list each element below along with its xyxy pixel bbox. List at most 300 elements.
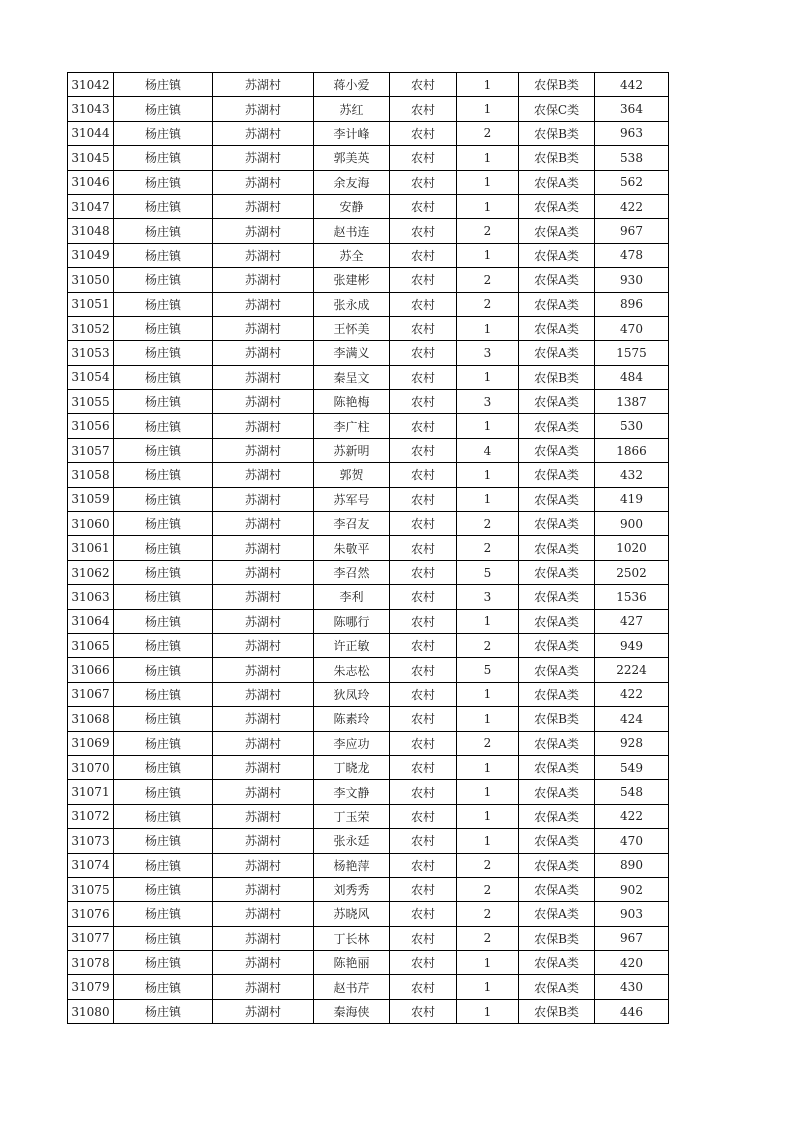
member-count-cell: 1 (457, 951, 519, 975)
village-cell: 苏湖村 (213, 390, 314, 414)
amount-cell: 2224 (595, 658, 669, 682)
town-cell: 杨庄镇 (114, 853, 213, 877)
record-id-cell: 31073 (68, 829, 114, 853)
insurance-class-cell: 农保A类 (519, 755, 595, 779)
village-cell: 苏湖村 (213, 731, 314, 755)
table-row (68, 341, 669, 365)
town-cell: 杨庄镇 (114, 780, 213, 804)
amount-cell: 548 (595, 780, 669, 804)
village-cell: 苏湖村 (213, 170, 314, 194)
town-cell: 杨庄镇 (114, 121, 213, 145)
record-id-cell: 31060 (68, 512, 114, 536)
record-id-cell: 31067 (68, 682, 114, 706)
household-type-cell: 农村 (390, 292, 457, 316)
town-cell: 杨庄镇 (114, 268, 213, 292)
member-count-cell: 2 (457, 268, 519, 292)
record-id-cell: 31078 (68, 951, 114, 975)
record-id-cell: 31049 (68, 243, 114, 267)
person-name-cell: 丁长林 (314, 926, 390, 950)
table-row (68, 755, 669, 779)
person-name-cell: 赵书连 (314, 219, 390, 243)
record-id-cell: 31076 (68, 902, 114, 926)
household-type-cell: 农村 (390, 731, 457, 755)
amount-cell: 890 (595, 853, 669, 877)
town-cell: 杨庄镇 (114, 560, 213, 584)
person-name-cell: 狄凤玲 (314, 682, 390, 706)
record-id-cell: 31062 (68, 560, 114, 584)
village-cell: 苏湖村 (213, 975, 314, 999)
town-cell: 杨庄镇 (114, 365, 213, 389)
amount-cell: 422 (595, 804, 669, 828)
record-id-cell: 31042 (68, 73, 114, 97)
village-cell: 苏湖村 (213, 194, 314, 218)
record-id-cell: 31056 (68, 414, 114, 438)
person-name-cell: 张永成 (314, 292, 390, 316)
household-type-cell: 农村 (390, 829, 457, 853)
town-cell: 杨庄镇 (114, 755, 213, 779)
record-id-cell: 31055 (68, 390, 114, 414)
village-cell: 苏湖村 (213, 585, 314, 609)
amount-cell: 967 (595, 926, 669, 950)
person-name-cell: 朱志松 (314, 658, 390, 682)
amount-cell: 1536 (595, 585, 669, 609)
insurance-class-cell: 农保B类 (519, 926, 595, 950)
person-name-cell: 刘秀秀 (314, 877, 390, 901)
village-cell: 苏湖村 (213, 633, 314, 657)
town-cell: 杨庄镇 (114, 804, 213, 828)
town-cell: 杨庄镇 (114, 902, 213, 926)
insurance-class-cell: 农保A类 (519, 682, 595, 706)
household-type-cell: 农村 (390, 243, 457, 267)
household-type-cell: 农村 (390, 390, 457, 414)
village-cell: 苏湖村 (213, 438, 314, 462)
record-id-cell: 31066 (68, 658, 114, 682)
town-cell: 杨庄镇 (114, 73, 213, 97)
insurance-class-cell: 农保A类 (519, 975, 595, 999)
town-cell: 杨庄镇 (114, 536, 213, 560)
insurance-class-cell: 农保A类 (519, 438, 595, 462)
amount-cell: 470 (595, 316, 669, 340)
person-name-cell: 杨艳萍 (314, 853, 390, 877)
amount-cell: 903 (595, 902, 669, 926)
insurance-class-cell: 农保A类 (519, 560, 595, 584)
village-cell: 苏湖村 (213, 73, 314, 97)
record-id-cell: 31050 (68, 268, 114, 292)
member-count-cell: 2 (457, 121, 519, 145)
town-cell: 杨庄镇 (114, 390, 213, 414)
town-cell: 杨庄镇 (114, 170, 213, 194)
village-cell: 苏湖村 (213, 121, 314, 145)
table-row (68, 121, 669, 145)
table-row (68, 975, 669, 999)
person-name-cell: 秦呈文 (314, 365, 390, 389)
amount-cell: 432 (595, 463, 669, 487)
household-type-cell: 农村 (390, 877, 457, 901)
village-cell: 苏湖村 (213, 316, 314, 340)
village-cell: 苏湖村 (213, 926, 314, 950)
table-row (68, 73, 669, 97)
amount-cell: 422 (595, 194, 669, 218)
household-type-cell: 农村 (390, 316, 457, 340)
record-id-cell: 31054 (68, 365, 114, 389)
record-id-cell: 31080 (68, 999, 114, 1023)
village-cell: 苏湖村 (213, 853, 314, 877)
record-id-cell: 31070 (68, 755, 114, 779)
village-cell: 苏湖村 (213, 512, 314, 536)
town-cell: 杨庄镇 (114, 926, 213, 950)
member-count-cell: 2 (457, 926, 519, 950)
insurance-class-cell: 农保B类 (519, 121, 595, 145)
town-cell: 杨庄镇 (114, 609, 213, 633)
amount-cell: 963 (595, 121, 669, 145)
town-cell: 杨庄镇 (114, 146, 213, 170)
household-type-cell: 农村 (390, 512, 457, 536)
insurance-class-cell: 农保A类 (519, 463, 595, 487)
insurance-class-cell: 农保A类 (519, 487, 595, 511)
household-type-cell: 农村 (390, 999, 457, 1023)
member-count-cell: 2 (457, 219, 519, 243)
amount-cell: 442 (595, 73, 669, 97)
town-cell: 杨庄镇 (114, 951, 213, 975)
record-id-cell: 31059 (68, 487, 114, 511)
household-type-cell: 农村 (390, 268, 457, 292)
amount-cell: 1387 (595, 390, 669, 414)
record-id-cell: 31079 (68, 975, 114, 999)
member-count-cell: 1 (457, 487, 519, 511)
person-name-cell: 陈艳梅 (314, 390, 390, 414)
table-row (68, 829, 669, 853)
person-name-cell: 许正敏 (314, 633, 390, 657)
record-id-cell: 31068 (68, 707, 114, 731)
household-type-cell: 农村 (390, 585, 457, 609)
member-count-cell: 1 (457, 97, 519, 121)
town-cell: 杨庄镇 (114, 487, 213, 511)
table-row (68, 438, 669, 462)
insurance-class-cell: 农保A类 (519, 536, 595, 560)
village-cell: 苏湖村 (213, 780, 314, 804)
household-type-cell: 农村 (390, 755, 457, 779)
table-row (68, 170, 669, 194)
village-cell: 苏湖村 (213, 365, 314, 389)
table-row (68, 536, 669, 560)
household-type-cell: 农村 (390, 853, 457, 877)
table-row (68, 390, 669, 414)
member-count-cell: 1 (457, 73, 519, 97)
amount-cell: 430 (595, 975, 669, 999)
record-id-cell: 31058 (68, 463, 114, 487)
insurance-class-cell: 农保A类 (519, 804, 595, 828)
village-cell: 苏湖村 (213, 707, 314, 731)
village-cell: 苏湖村 (213, 829, 314, 853)
village-cell: 苏湖村 (213, 877, 314, 901)
person-name-cell: 李召友 (314, 512, 390, 536)
insurance-class-cell: 农保A类 (519, 609, 595, 633)
amount-cell: 1575 (595, 341, 669, 365)
town-cell: 杨庄镇 (114, 975, 213, 999)
person-name-cell: 朱敬平 (314, 536, 390, 560)
table-row (68, 926, 669, 950)
member-count-cell: 1 (457, 365, 519, 389)
town-cell: 杨庄镇 (114, 658, 213, 682)
household-type-cell: 农村 (390, 707, 457, 731)
table-row (68, 853, 669, 877)
village-cell: 苏湖村 (213, 219, 314, 243)
table-row (68, 365, 669, 389)
record-id-cell: 31051 (68, 292, 114, 316)
insurance-class-cell: 农保B类 (519, 146, 595, 170)
table-row (68, 414, 669, 438)
insurance-class-cell: 农保A类 (519, 292, 595, 316)
person-name-cell: 李满义 (314, 341, 390, 365)
amount-cell: 419 (595, 487, 669, 511)
record-id-cell: 31063 (68, 585, 114, 609)
insurance-class-cell: 农保B类 (519, 707, 595, 731)
village-cell: 苏湖村 (213, 341, 314, 365)
village-cell: 苏湖村 (213, 951, 314, 975)
table-row (68, 146, 669, 170)
household-type-cell: 农村 (390, 97, 457, 121)
household-type-cell: 农村 (390, 658, 457, 682)
person-name-cell: 苏新明 (314, 438, 390, 462)
person-name-cell: 张永廷 (314, 829, 390, 853)
table-row (68, 268, 669, 292)
insurance-class-cell: 农保A类 (519, 341, 595, 365)
table-row (68, 194, 669, 218)
member-count-cell: 1 (457, 316, 519, 340)
village-cell: 苏湖村 (213, 414, 314, 438)
town-cell: 杨庄镇 (114, 877, 213, 901)
member-count-cell: 1 (457, 975, 519, 999)
amount-cell: 420 (595, 951, 669, 975)
person-name-cell: 李利 (314, 585, 390, 609)
insurance-class-cell: 农保A类 (519, 902, 595, 926)
household-type-cell: 农村 (390, 926, 457, 950)
household-type-cell: 农村 (390, 146, 457, 170)
person-name-cell: 李计峰 (314, 121, 390, 145)
table-row (68, 999, 669, 1023)
town-cell: 杨庄镇 (114, 829, 213, 853)
record-id-cell: 31077 (68, 926, 114, 950)
amount-cell: 446 (595, 999, 669, 1023)
member-count-cell: 1 (457, 146, 519, 170)
amount-cell: 427 (595, 609, 669, 633)
member-count-cell: 1 (457, 804, 519, 828)
insurance-class-cell: 农保A类 (519, 633, 595, 657)
person-name-cell: 张建彬 (314, 268, 390, 292)
town-cell: 杨庄镇 (114, 463, 213, 487)
amount-cell: 1020 (595, 536, 669, 560)
insurance-class-cell: 农保A类 (519, 390, 595, 414)
person-name-cell: 李应功 (314, 731, 390, 755)
household-type-cell: 农村 (390, 194, 457, 218)
member-count-cell: 1 (457, 999, 519, 1023)
town-cell: 杨庄镇 (114, 633, 213, 657)
household-type-cell: 农村 (390, 609, 457, 633)
insurance-class-cell: 农保A类 (519, 194, 595, 218)
data-table (67, 72, 669, 1024)
member-count-cell: 4 (457, 438, 519, 462)
household-type-cell: 农村 (390, 487, 457, 511)
household-type-cell: 农村 (390, 121, 457, 145)
record-id-cell: 31044 (68, 121, 114, 145)
village-cell: 苏湖村 (213, 902, 314, 926)
amount-cell: 930 (595, 268, 669, 292)
record-id-cell: 31057 (68, 438, 114, 462)
insurance-class-cell: 农保A类 (519, 877, 595, 901)
member-count-cell: 1 (457, 682, 519, 706)
table-row (68, 487, 669, 511)
table-row (68, 463, 669, 487)
insurance-class-cell: 农保A类 (519, 853, 595, 877)
person-name-cell: 安静 (314, 194, 390, 218)
village-cell: 苏湖村 (213, 560, 314, 584)
table-row (68, 609, 669, 633)
amount-cell: 538 (595, 146, 669, 170)
amount-cell: 478 (595, 243, 669, 267)
member-count-cell: 1 (457, 243, 519, 267)
member-count-cell: 1 (457, 780, 519, 804)
village-cell: 苏湖村 (213, 682, 314, 706)
record-id-cell: 31061 (68, 536, 114, 560)
member-count-cell: 2 (457, 633, 519, 657)
town-cell: 杨庄镇 (114, 999, 213, 1023)
person-name-cell: 丁晓龙 (314, 755, 390, 779)
member-count-cell: 3 (457, 390, 519, 414)
person-name-cell: 苏晓风 (314, 902, 390, 926)
town-cell: 杨庄镇 (114, 731, 213, 755)
table-body (68, 73, 669, 1024)
record-id-cell: 31045 (68, 146, 114, 170)
record-id-cell: 31074 (68, 853, 114, 877)
village-cell: 苏湖村 (213, 804, 314, 828)
town-cell: 杨庄镇 (114, 97, 213, 121)
amount-cell: 967 (595, 219, 669, 243)
town-cell: 杨庄镇 (114, 341, 213, 365)
household-type-cell: 农村 (390, 365, 457, 389)
town-cell: 杨庄镇 (114, 219, 213, 243)
insurance-class-cell: 农保A类 (519, 268, 595, 292)
member-count-cell: 2 (457, 902, 519, 926)
table-row (68, 219, 669, 243)
town-cell: 杨庄镇 (114, 585, 213, 609)
amount-cell: 484 (595, 365, 669, 389)
town-cell: 杨庄镇 (114, 414, 213, 438)
amount-cell: 422 (595, 682, 669, 706)
village-cell: 苏湖村 (213, 97, 314, 121)
insurance-class-cell: 农保A类 (519, 219, 595, 243)
member-count-cell: 1 (457, 414, 519, 438)
insurance-class-cell: 农保A类 (519, 512, 595, 536)
amount-cell: 470 (595, 829, 669, 853)
table-row (68, 804, 669, 828)
town-cell: 杨庄镇 (114, 194, 213, 218)
person-name-cell: 王怀美 (314, 316, 390, 340)
amount-cell: 2502 (595, 560, 669, 584)
amount-cell: 549 (595, 755, 669, 779)
member-count-cell: 1 (457, 463, 519, 487)
member-count-cell: 1 (457, 170, 519, 194)
member-count-cell: 5 (457, 560, 519, 584)
household-type-cell: 农村 (390, 341, 457, 365)
person-name-cell: 郭美英 (314, 146, 390, 170)
insurance-class-cell: 农保A类 (519, 414, 595, 438)
insurance-class-cell: 农保A类 (519, 731, 595, 755)
record-id-cell: 31052 (68, 316, 114, 340)
person-name-cell: 苏红 (314, 97, 390, 121)
member-count-cell: 5 (457, 658, 519, 682)
record-id-cell: 31069 (68, 731, 114, 755)
record-id-cell: 31046 (68, 170, 114, 194)
table-row (68, 780, 669, 804)
table-row (68, 731, 669, 755)
household-type-cell: 农村 (390, 804, 457, 828)
table-row (68, 658, 669, 682)
village-cell: 苏湖村 (213, 999, 314, 1023)
person-name-cell: 郭贺 (314, 463, 390, 487)
amount-cell: 949 (595, 633, 669, 657)
member-count-cell: 1 (457, 707, 519, 731)
village-cell: 苏湖村 (213, 487, 314, 511)
household-type-cell: 农村 (390, 951, 457, 975)
table-row (68, 292, 669, 316)
amount-cell: 364 (595, 97, 669, 121)
village-cell: 苏湖村 (213, 463, 314, 487)
insurance-class-cell: 农保A类 (519, 658, 595, 682)
person-name-cell: 李召然 (314, 560, 390, 584)
village-cell: 苏湖村 (213, 243, 314, 267)
table-row (68, 243, 669, 267)
member-count-cell: 3 (457, 585, 519, 609)
insurance-class-cell: 农保A类 (519, 316, 595, 340)
town-cell: 杨庄镇 (114, 512, 213, 536)
person-name-cell: 李广柱 (314, 414, 390, 438)
household-type-cell: 农村 (390, 560, 457, 584)
member-count-cell: 3 (457, 341, 519, 365)
member-count-cell: 1 (457, 194, 519, 218)
member-count-cell: 2 (457, 731, 519, 755)
household-type-cell: 农村 (390, 780, 457, 804)
household-type-cell: 农村 (390, 463, 457, 487)
insurance-class-cell: 农保A类 (519, 951, 595, 975)
person-name-cell: 陈素玲 (314, 707, 390, 731)
person-name-cell: 丁玉荣 (314, 804, 390, 828)
amount-cell: 1866 (595, 438, 669, 462)
table-row (68, 585, 669, 609)
household-type-cell: 农村 (390, 438, 457, 462)
household-type-cell: 农村 (390, 536, 457, 560)
household-type-cell: 农村 (390, 633, 457, 657)
table-row (68, 633, 669, 657)
table-row (68, 877, 669, 901)
record-id-cell: 31043 (68, 97, 114, 121)
insurance-class-cell: 农保A类 (519, 170, 595, 194)
town-cell: 杨庄镇 (114, 292, 213, 316)
member-count-cell: 2 (457, 512, 519, 536)
amount-cell: 928 (595, 731, 669, 755)
town-cell: 杨庄镇 (114, 243, 213, 267)
town-cell: 杨庄镇 (114, 682, 213, 706)
household-type-cell: 农村 (390, 682, 457, 706)
member-count-cell: 2 (457, 536, 519, 560)
table-row (68, 316, 669, 340)
person-name-cell: 蒋小爱 (314, 73, 390, 97)
record-id-cell: 31048 (68, 219, 114, 243)
table-row (68, 512, 669, 536)
insurance-class-cell: 农保C类 (519, 97, 595, 121)
table-row (68, 682, 669, 706)
village-cell: 苏湖村 (213, 658, 314, 682)
member-count-cell: 1 (457, 609, 519, 633)
